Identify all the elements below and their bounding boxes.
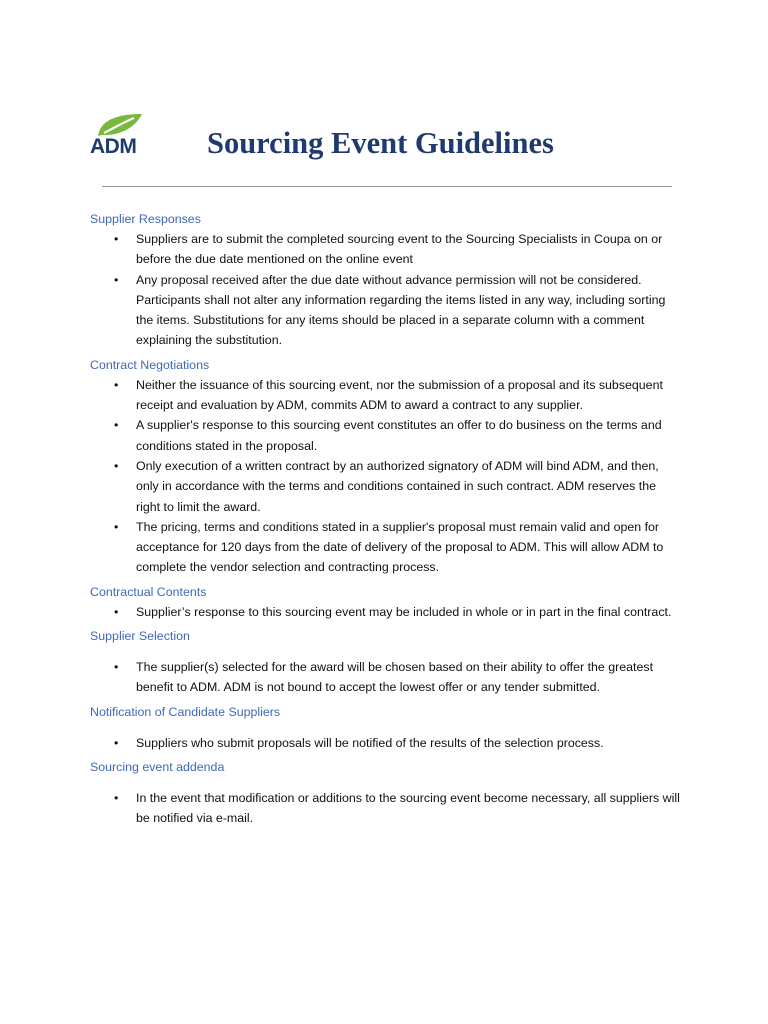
list-item-text: The pricing, terms and conditions stated in a supplier's proposal must remain valid and open for acceptance for 120 days from the date of delivery of the proposal to ADM. This will allow ADM to complete the vendor selection and contracting process. — [136, 519, 664, 575]
section-heading: Contractual Contents — [90, 584, 207, 599]
section-notification — [90, 702, 682, 753]
section-heading: Supplier Selection — [90, 629, 190, 644]
section-supplier-selection — [90, 626, 682, 698]
bullet-icon: • — [114, 604, 119, 619]
bullet-icon: • — [114, 272, 119, 287]
list-item — [90, 229, 682, 270]
list-item — [90, 456, 682, 517]
list-item-text: The supplier(s) selected for the award will be chosen based on their ability to offer the greatest benefit to ADM. ADM is not bound to accept the lowest offer or any tender submitted. — [136, 660, 654, 695]
document-body — [90, 209, 682, 829]
page-title: Sourcing Event Guidelines — [207, 126, 554, 160]
bullet-icon: • — [114, 418, 119, 433]
section-addenda — [90, 757, 682, 829]
list-item — [90, 270, 682, 351]
list-item — [90, 602, 682, 622]
list-item — [90, 415, 682, 456]
bullet-icon: • — [114, 232, 119, 246]
bullet-icon: • — [114, 660, 119, 675]
section-heading: Notification of Candidate Suppliers — [90, 704, 281, 719]
list-item — [90, 788, 682, 829]
list-item — [90, 657, 682, 698]
section-heading: Supplier Responses — [90, 212, 201, 226]
list-item-text: Only execution of a written contract by an authorized signatory of ADM will bind ADM, and then, only in accordance with the terms and conditions contained in such contract. ADM reserves the right to limit the award. — [136, 458, 659, 514]
bullet-icon: • — [114, 735, 119, 750]
list-item-text: Suppliers are to submit the completed sourcing event to the Sourcing Specialists in Coupa on or before the due date mentioned on the online event — [136, 232, 663, 267]
title-divider — [102, 186, 672, 187]
bullet-icon: • — [114, 519, 119, 534]
bullet-icon: • — [114, 790, 119, 805]
bullet-list — [90, 229, 682, 351]
list-item — [90, 375, 682, 416]
bullet-list — [90, 788, 682, 829]
list-item — [90, 517, 682, 578]
section-contractual-contents — [90, 582, 682, 622]
bullet-icon: • — [114, 458, 119, 473]
logo-text: ADM — [90, 135, 137, 158]
list-item-text: Any proposal received after the due date without advance permission will not be considered. Participants shall not alter any information regarding the items listed in any way, including sorting the items. Substitutions for any items should be placed in a separate column with a comment explaining the substitution. — [136, 272, 666, 348]
bullet-list — [90, 602, 682, 622]
bullet-list — [90, 657, 682, 698]
bullet-list — [90, 733, 682, 753]
list-item-text: Suppliers who submit proposals will be notified of the results of the selection process. — [136, 735, 604, 750]
list-item-text: Neither the issuance of this sourcing event, nor the submission of a proposal and its subsequent receipt and evaluation by ADM, commits ADM to award a contract to any supplier. — [136, 377, 663, 413]
section-heading: Sourcing event addenda — [90, 759, 225, 774]
list-item-text: Supplier’s response to this sourcing event may be included in whole or in part in the final contract. — [136, 604, 672, 619]
section-heading: Contract Negotiations — [90, 357, 210, 372]
bullet-list — [90, 375, 682, 578]
list-item — [90, 733, 682, 753]
bullet-icon: • — [114, 377, 119, 392]
section-supplier-responses — [90, 209, 682, 351]
section-contract-negotiations — [90, 355, 682, 578]
list-item-text: A supplier's response to this sourcing event constitutes an offer to do business on the terms and conditions stated in the proposal. — [136, 418, 662, 453]
adm-logo — [90, 112, 150, 160]
list-item-text: In the event that modification or additions to the sourcing event become necessary, all suppliers will be notified via e-mail. — [136, 790, 680, 826]
